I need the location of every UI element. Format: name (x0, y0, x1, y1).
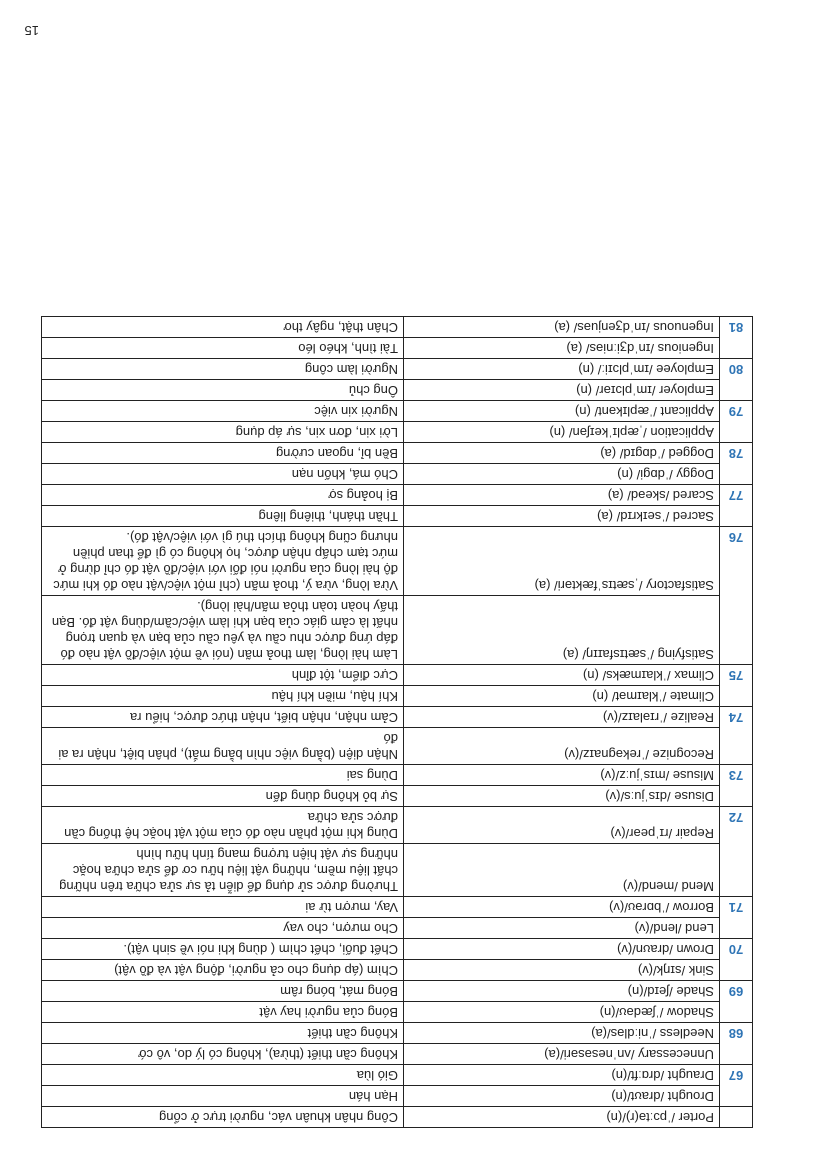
entry-number: 77 (720, 485, 753, 527)
word-cell: Dogged /ˈdɒgɪd/ (a) (404, 443, 720, 464)
entry-number: 75 (720, 665, 753, 707)
meaning-cell: Người xin việc (42, 401, 404, 422)
word-cell: Climate /ˈklaɪmət/ (n) (404, 686, 720, 707)
table-row (42, 527, 753, 596)
entry-number: 74 (720, 707, 753, 765)
meaning-cell: Không cần thiết (42, 1023, 404, 1044)
word-cell: Doggy /ˈdɒgi/ (n) (404, 464, 720, 485)
meaning-cell: Cực điểm, tột đỉnh (42, 665, 404, 686)
entry-number: 80 (720, 359, 753, 401)
word-cell: Misuse /mɪsˈjuːz/(v) (404, 765, 720, 786)
entry-number: 78 (720, 443, 753, 485)
word-cell: Scared /skeəd/ (a) (404, 485, 720, 506)
meaning-cell: Chó má, khốn nạn (42, 464, 404, 485)
meaning-cell: Bị hoảng sợ (42, 485, 404, 506)
meaning-cell: Vừa lòng, vừa ý, thoả mãn (chỉ một việc/vật nào đó khi mức độ hài lòng của người nói đối với việc/đồ vật đó chỉ dừng ở mức tạm chấp nhận được, họ không có gì để than phiền nhưng cũng không thích thú gì với việc/vật đó). (42, 527, 404, 596)
entry-number: 68 (720, 1023, 753, 1065)
table-row (42, 939, 753, 960)
word-cell: Recognize /ˈrekəgnaɪz/(v) (404, 728, 720, 765)
table-row (42, 338, 753, 359)
table-row (42, 1065, 753, 1086)
meaning-cell: Ông chủ (42, 380, 404, 401)
table-row (42, 686, 753, 707)
table-row (42, 981, 753, 1002)
word-cell: Sacred /ˈseɪkrɪd/ (a) (404, 506, 720, 527)
table-row (42, 506, 753, 527)
table-row (42, 807, 753, 844)
meaning-cell: Khí hậu, miền khí hậu (42, 686, 404, 707)
table-row (42, 317, 753, 338)
word-cell: Realize /ˈrɪəlaɪz/(v) (404, 707, 720, 728)
table-row (42, 401, 753, 422)
word-cell: Lend /lend/(v) (404, 918, 720, 939)
meaning-cell: Công nhân khuân vác, người trực ở cổng (42, 1107, 404, 1128)
table-row (42, 918, 753, 939)
meaning-cell: Sự bỏ không dùng đến (42, 786, 404, 807)
meaning-cell: Chìm (áp dụng cho cả người, động vật và đồ vật) (42, 960, 404, 981)
word-cell: Draught /drɑːft/(n) (404, 1065, 720, 1086)
table-row (42, 596, 753, 665)
entry-number: 69 (720, 981, 753, 1023)
vocabulary-table (41, 316, 753, 1128)
word-cell: Shadow /ˈʃædəʊ/(n) (404, 1002, 720, 1023)
meaning-cell: Hạn hán (42, 1086, 404, 1107)
word-cell: Drought /draʊt/(n) (404, 1086, 720, 1107)
table-row (42, 707, 753, 728)
table-row (42, 960, 753, 981)
table-row (42, 464, 753, 485)
meaning-cell: Không cần thiết (thừa), không có lý do, vô cớ (42, 1044, 404, 1065)
meaning-cell: Lời xin, đơn xin, sự áp dụng (42, 422, 404, 443)
word-cell: Climax /ˈklaɪmæks/ (n) (404, 665, 720, 686)
word-cell: Porter /ˈpɔːtə(r)/(n) (404, 1107, 720, 1128)
meaning-cell: Cho mượn, cho vay (42, 918, 404, 939)
entry-number: 79 (720, 401, 753, 443)
table-row (42, 1086, 753, 1107)
entry-number: 72 (720, 807, 753, 897)
meaning-cell: Bóng của người hay vật (42, 1002, 404, 1023)
meaning-cell: Người làm công (42, 359, 404, 380)
meaning-cell: Bền bỉ, ngoan cường (42, 443, 404, 464)
table-row (42, 1107, 753, 1128)
word-cell: Borrow /ˈbɒrəʊ/(v) (404, 897, 720, 918)
meaning-cell: Nhận diện (bằng việc nhìn bằng mắt), phân biệt, nhận ra ai đó (42, 728, 404, 765)
entry-number: 81 (720, 317, 753, 359)
word-cell: Sink /sɪŋk/(v) (404, 960, 720, 981)
word-cell: Shade /ʃeɪd/(n) (404, 981, 720, 1002)
table-row (42, 897, 753, 918)
table-row (42, 1002, 753, 1023)
entry-number: 67 (720, 1065, 753, 1107)
table-row (42, 380, 753, 401)
meaning-cell: Gió lùa (42, 1065, 404, 1086)
table-row (42, 844, 753, 897)
word-cell: Ingenious /ɪnˈdʒiːniəs/ (a) (404, 338, 720, 359)
meaning-cell: Thần thánh, thiêng liêng (42, 506, 404, 527)
meaning-cell: Dùng sai (42, 765, 404, 786)
table-row (42, 422, 753, 443)
entry-number (720, 1107, 753, 1128)
word-cell: Satisfying /ˈsætɪsfaɪɪŋ/ (a) (404, 596, 720, 665)
page-number: 15 (24, 23, 39, 38)
table-row (42, 359, 753, 380)
word-cell: Drown /draʊn/(v) (404, 939, 720, 960)
word-cell: Employee /ɪmˈplɔɪiː/ (n) (404, 359, 720, 380)
word-cell: Unnecessary /ʌnˈnesəsəri/(a) (404, 1044, 720, 1065)
entry-number: 76 (720, 527, 753, 665)
word-cell: Mend /mend/(v) (404, 844, 720, 897)
table-row (42, 786, 753, 807)
entry-number: 70 (720, 939, 753, 981)
meaning-cell: Chết đuối, chết chìm ( dùng khi nói về sinh vật). (42, 939, 404, 960)
word-cell: Needless /ˈniːdləs/(a) (404, 1023, 720, 1044)
meaning-cell: Làm hài lòng, làm thoả mãn (nói về một việc/đồ vật nào đó đáp ứng được nhu cầu và yêu cầu của bạn và quan trọng nhất là cảm giác của bạn khi làm việc/cầm/dùng vật đó. Bạn thấy hoàn toàn thỏa mãn/hài lòng). (42, 596, 404, 665)
entry-number: 71 (720, 897, 753, 939)
meaning-cell: Vay, mượn từ ai (42, 897, 404, 918)
word-cell: Satisfactory /ˌsætɪsˈfæktəri/ (a) (404, 527, 720, 596)
word-cell: Application /ˌæplɪˈkeɪʃən/ (n) (404, 422, 720, 443)
meaning-cell: Bóng mát, bóng râm (42, 981, 404, 1002)
entry-number: 73 (720, 765, 753, 807)
table-row (42, 1044, 753, 1065)
word-cell: Repair /rɪˈpeər/(v) (404, 807, 720, 844)
word-cell: Employer /ɪmˈplɔɪər/ (n) (404, 380, 720, 401)
word-cell: Ingenuous /ɪnˈdʒenjuəs/ (a) (404, 317, 720, 338)
table-row (42, 1023, 753, 1044)
meaning-cell: Cảm nhận, nhận biết, nhận thức được, hiểu ra (42, 707, 404, 728)
meaning-cell: Thường được sử dụng để diễn tả sự sửa chữa trên những chất liệu mềm, những vật liệu hữu cơ để sửa chữa hoặc những sự vật hiện tượng mang tính hữu hình (42, 844, 404, 897)
table-row (42, 485, 753, 506)
table-row (42, 728, 753, 765)
table-row (42, 765, 753, 786)
meaning-cell: Tài tình, khéo léo (42, 338, 404, 359)
table-row (42, 443, 753, 464)
meaning-cell: Dùng khi một phần nào đó của một vật hoặc hệ thống cần được sửa chữa (42, 807, 404, 844)
table-row (42, 665, 753, 686)
word-cell: Applicant /ˈæplɪkənt/ (n) (404, 401, 720, 422)
meaning-cell: Chân thật, ngây thơ (42, 317, 404, 338)
word-cell: Disuse /dɪsˈjuːs/(v) (404, 786, 720, 807)
